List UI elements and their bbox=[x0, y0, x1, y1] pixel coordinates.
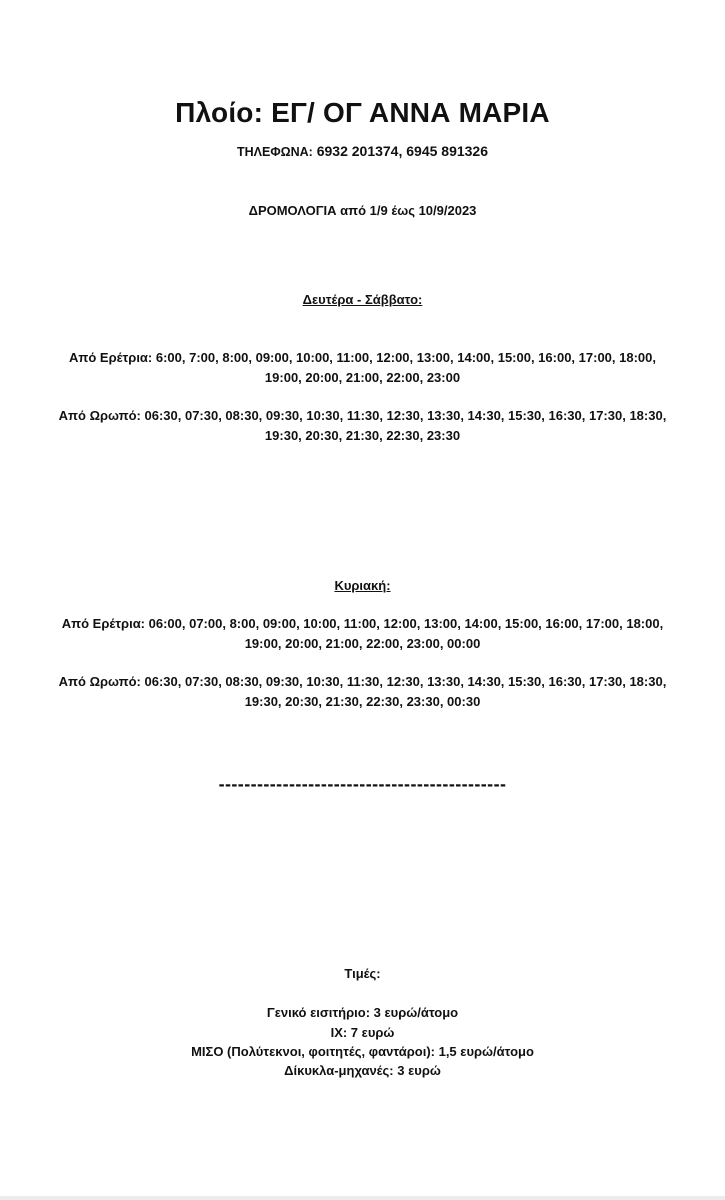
sunday-oropos-schedule bbox=[20, 672, 705, 712]
sunday-eretria-line-1: Από Ερέτρια: 06:00, 07:00, 8:00, 09:00, 10:00, 11:00, 12:00, 13:00, 14:00, 15:00, 16:00, 17:00, 18:00, bbox=[61, 616, 664, 631]
phone-values: 6932 201374, 6945 891326 bbox=[312, 143, 488, 159]
weekdays-eretria-line-1: Από Ερέτρια: 6:00, 7:00, 8:00, 09:00, 10:00, 11:00, 12:00, 13:00, 14:00, 15:00, 16:00, 17:00, 18:00, bbox=[69, 350, 656, 365]
price-car: ΙΧ: 7 ευρώ bbox=[330, 1025, 395, 1040]
dashed-divider: --------------------------------------------- bbox=[218, 774, 507, 794]
sunday-heading: Κυριακή: bbox=[334, 578, 391, 593]
sunday-eretria-line-2: 19:00, 20:00, 21:00, 22:00, 23:00, 00:00 bbox=[244, 636, 481, 651]
weekdays-oropos-line-1: Από Ωρωπό: 06:30, 07:30, 08:30, 09:30, 10:30, 11:30, 12:30, 13:30, 14:30, 15:30, 16:30, 17:30, 18:30, bbox=[58, 408, 667, 423]
ship-title: Πλοίο: ΕΓ/ ΟΓ ΑΝΝΑ ΜΑΡΙΑ bbox=[175, 97, 550, 128]
price-motorcycles: Δίκυκλα-μηχανές: 3 ευρώ bbox=[284, 1063, 441, 1078]
sunday-oropos-line-2: 19:30, 20:30, 21:30, 22:30, 23:30, 00:30 bbox=[244, 694, 481, 709]
weekdays-oropos-schedule bbox=[20, 406, 705, 446]
prices-heading: Τιμές: bbox=[344, 966, 381, 981]
weekdays-eretria-schedule bbox=[20, 348, 705, 388]
weekdays-oropos-line-2: 19:30, 20:30, 21:30, 22:30, 23:30 bbox=[264, 428, 461, 443]
weekdays-eretria-line-2: 19:00, 20:00, 21:00, 22:00, 23:00 bbox=[264, 370, 461, 385]
weekdays-heading: Δευτέρα - Σάββατο: bbox=[302, 292, 423, 307]
sunday-oropos-line-1: Από Ωρωπό: 06:30, 07:30, 08:30, 09:30, 10:30, 11:30, 12:30, 13:30, 14:30, 15:30, 16:30, 17:30, 18:30, bbox=[58, 674, 667, 689]
price-half-ticket: ΜΙΣΟ (Πολύτεκνοι, φοιτητές, φαντάροι): 1,5 ευρώ/άτομο bbox=[191, 1044, 534, 1059]
page-bottom-edge bbox=[0, 1196, 725, 1200]
schedule-period: ΔΡΟΜΟΛΟΓΙΑ από 1/9 έως 10/9/2023 bbox=[248, 203, 477, 218]
phone-numbers bbox=[0, 143, 725, 159]
phone-label: ΤΗΛΕΦΩΝΑ: bbox=[236, 145, 313, 159]
sunday-eretria-schedule bbox=[20, 614, 705, 654]
price-general-ticket: Γενικό εισιτήριο: 3 ευρώ/άτομο bbox=[266, 1005, 459, 1020]
